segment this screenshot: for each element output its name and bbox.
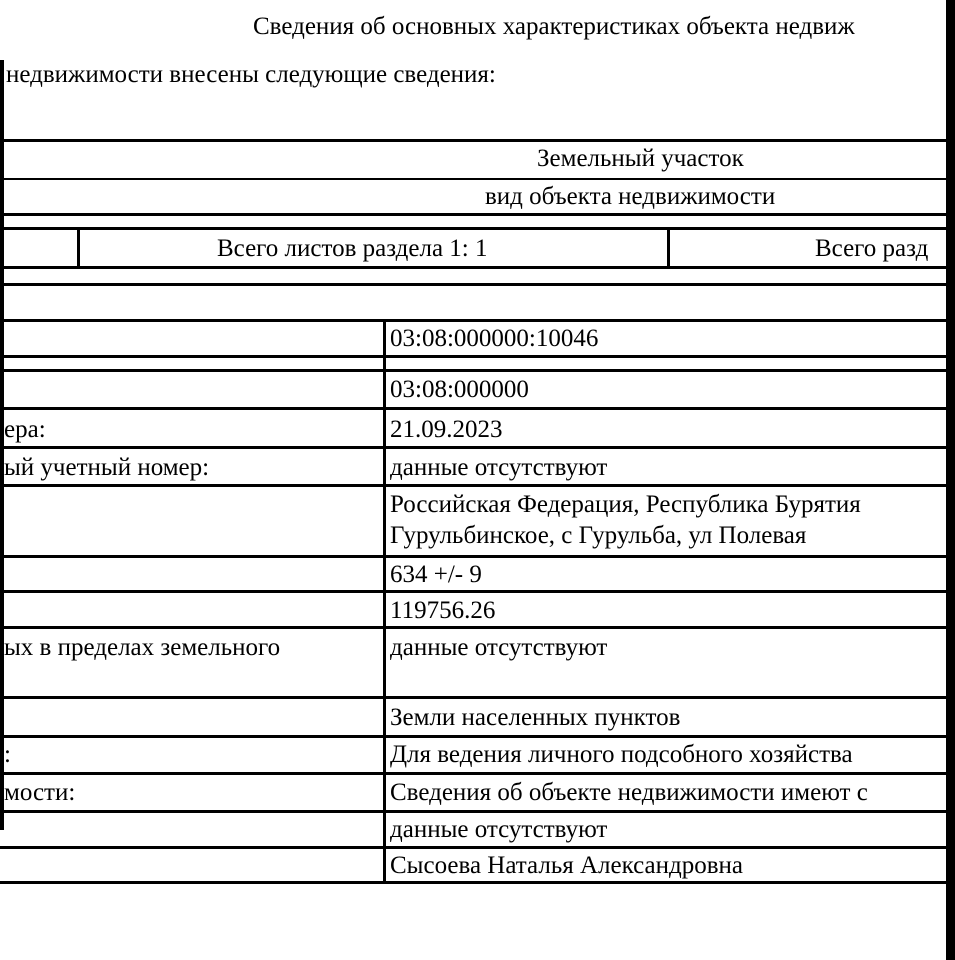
table-divider <box>383 319 386 884</box>
left-edge-bar <box>0 60 4 830</box>
cadastral-number: 03:08:000000:10046 <box>390 325 599 352</box>
table-line <box>0 319 946 322</box>
document-title: Сведения об основных характеристиках объекта недвиж <box>253 13 855 40</box>
table-line <box>0 407 946 410</box>
cadastral-value: 119756.26 <box>390 597 496 624</box>
table-line <box>0 590 946 593</box>
address-line-2: Гурульбинское, с Гурульба, ул Полевая <box>390 522 807 549</box>
previous-number-value: данные отсутствуют <box>390 454 608 481</box>
table-line <box>0 446 946 449</box>
object-status-label: мости: <box>4 779 76 806</box>
total-sections-count: Всего разд <box>815 235 929 262</box>
table-line <box>0 266 946 269</box>
table-line <box>0 846 946 849</box>
table-line <box>0 213 946 216</box>
table-line <box>0 810 946 813</box>
address-line-1: Российская Федерация, Республика Бурятия <box>390 491 861 518</box>
document-subtitle: недвижимости внесены следующие сведения: <box>6 61 496 88</box>
cadastral-quarter: 03:08:000000 <box>390 376 529 403</box>
table-line <box>0 178 946 180</box>
table-line <box>0 227 946 230</box>
land-category: Земли населенных пунктов <box>390 704 681 731</box>
table-line <box>0 881 946 884</box>
object-type-caption: вид объекта недвижимости <box>485 183 776 210</box>
table-line <box>0 735 946 738</box>
assignment-date: 21.09.2023 <box>390 416 503 443</box>
assignment-date-label: ера: <box>4 416 46 443</box>
table-line <box>0 369 946 372</box>
table-line <box>0 283 946 286</box>
table-line <box>0 139 946 142</box>
permitted-use: Для ведения личного подсобного хозяйства <box>390 741 853 768</box>
table-line <box>0 696 946 699</box>
area-value: 634 +/- 9 <box>390 561 482 588</box>
table-divider <box>77 227 80 269</box>
table-line <box>0 355 946 358</box>
table-line <box>0 555 946 558</box>
table-line <box>0 484 946 487</box>
previous-number-label: ый учетный номер: <box>4 454 210 481</box>
table-line <box>0 626 946 629</box>
right-edge-bar <box>946 0 955 960</box>
objects-within-label: ых в пределах земельного <box>4 634 281 661</box>
table-line <box>0 772 946 775</box>
object-status: Сведения об объекте недвижимости имеют с <box>390 779 868 806</box>
section-sheets-count: Всего листов раздела 1: 1 <box>217 235 488 262</box>
objects-within-value: данные отсутствуют <box>390 634 608 661</box>
registrar-name: Сысоева Наталья Александровна <box>390 852 743 879</box>
permitted-use-label: : <box>4 741 11 768</box>
table-divider <box>667 227 670 269</box>
object-type-value: Земельный участок <box>537 145 744 172</box>
special-notes: данные отсутствуют <box>390 816 608 843</box>
